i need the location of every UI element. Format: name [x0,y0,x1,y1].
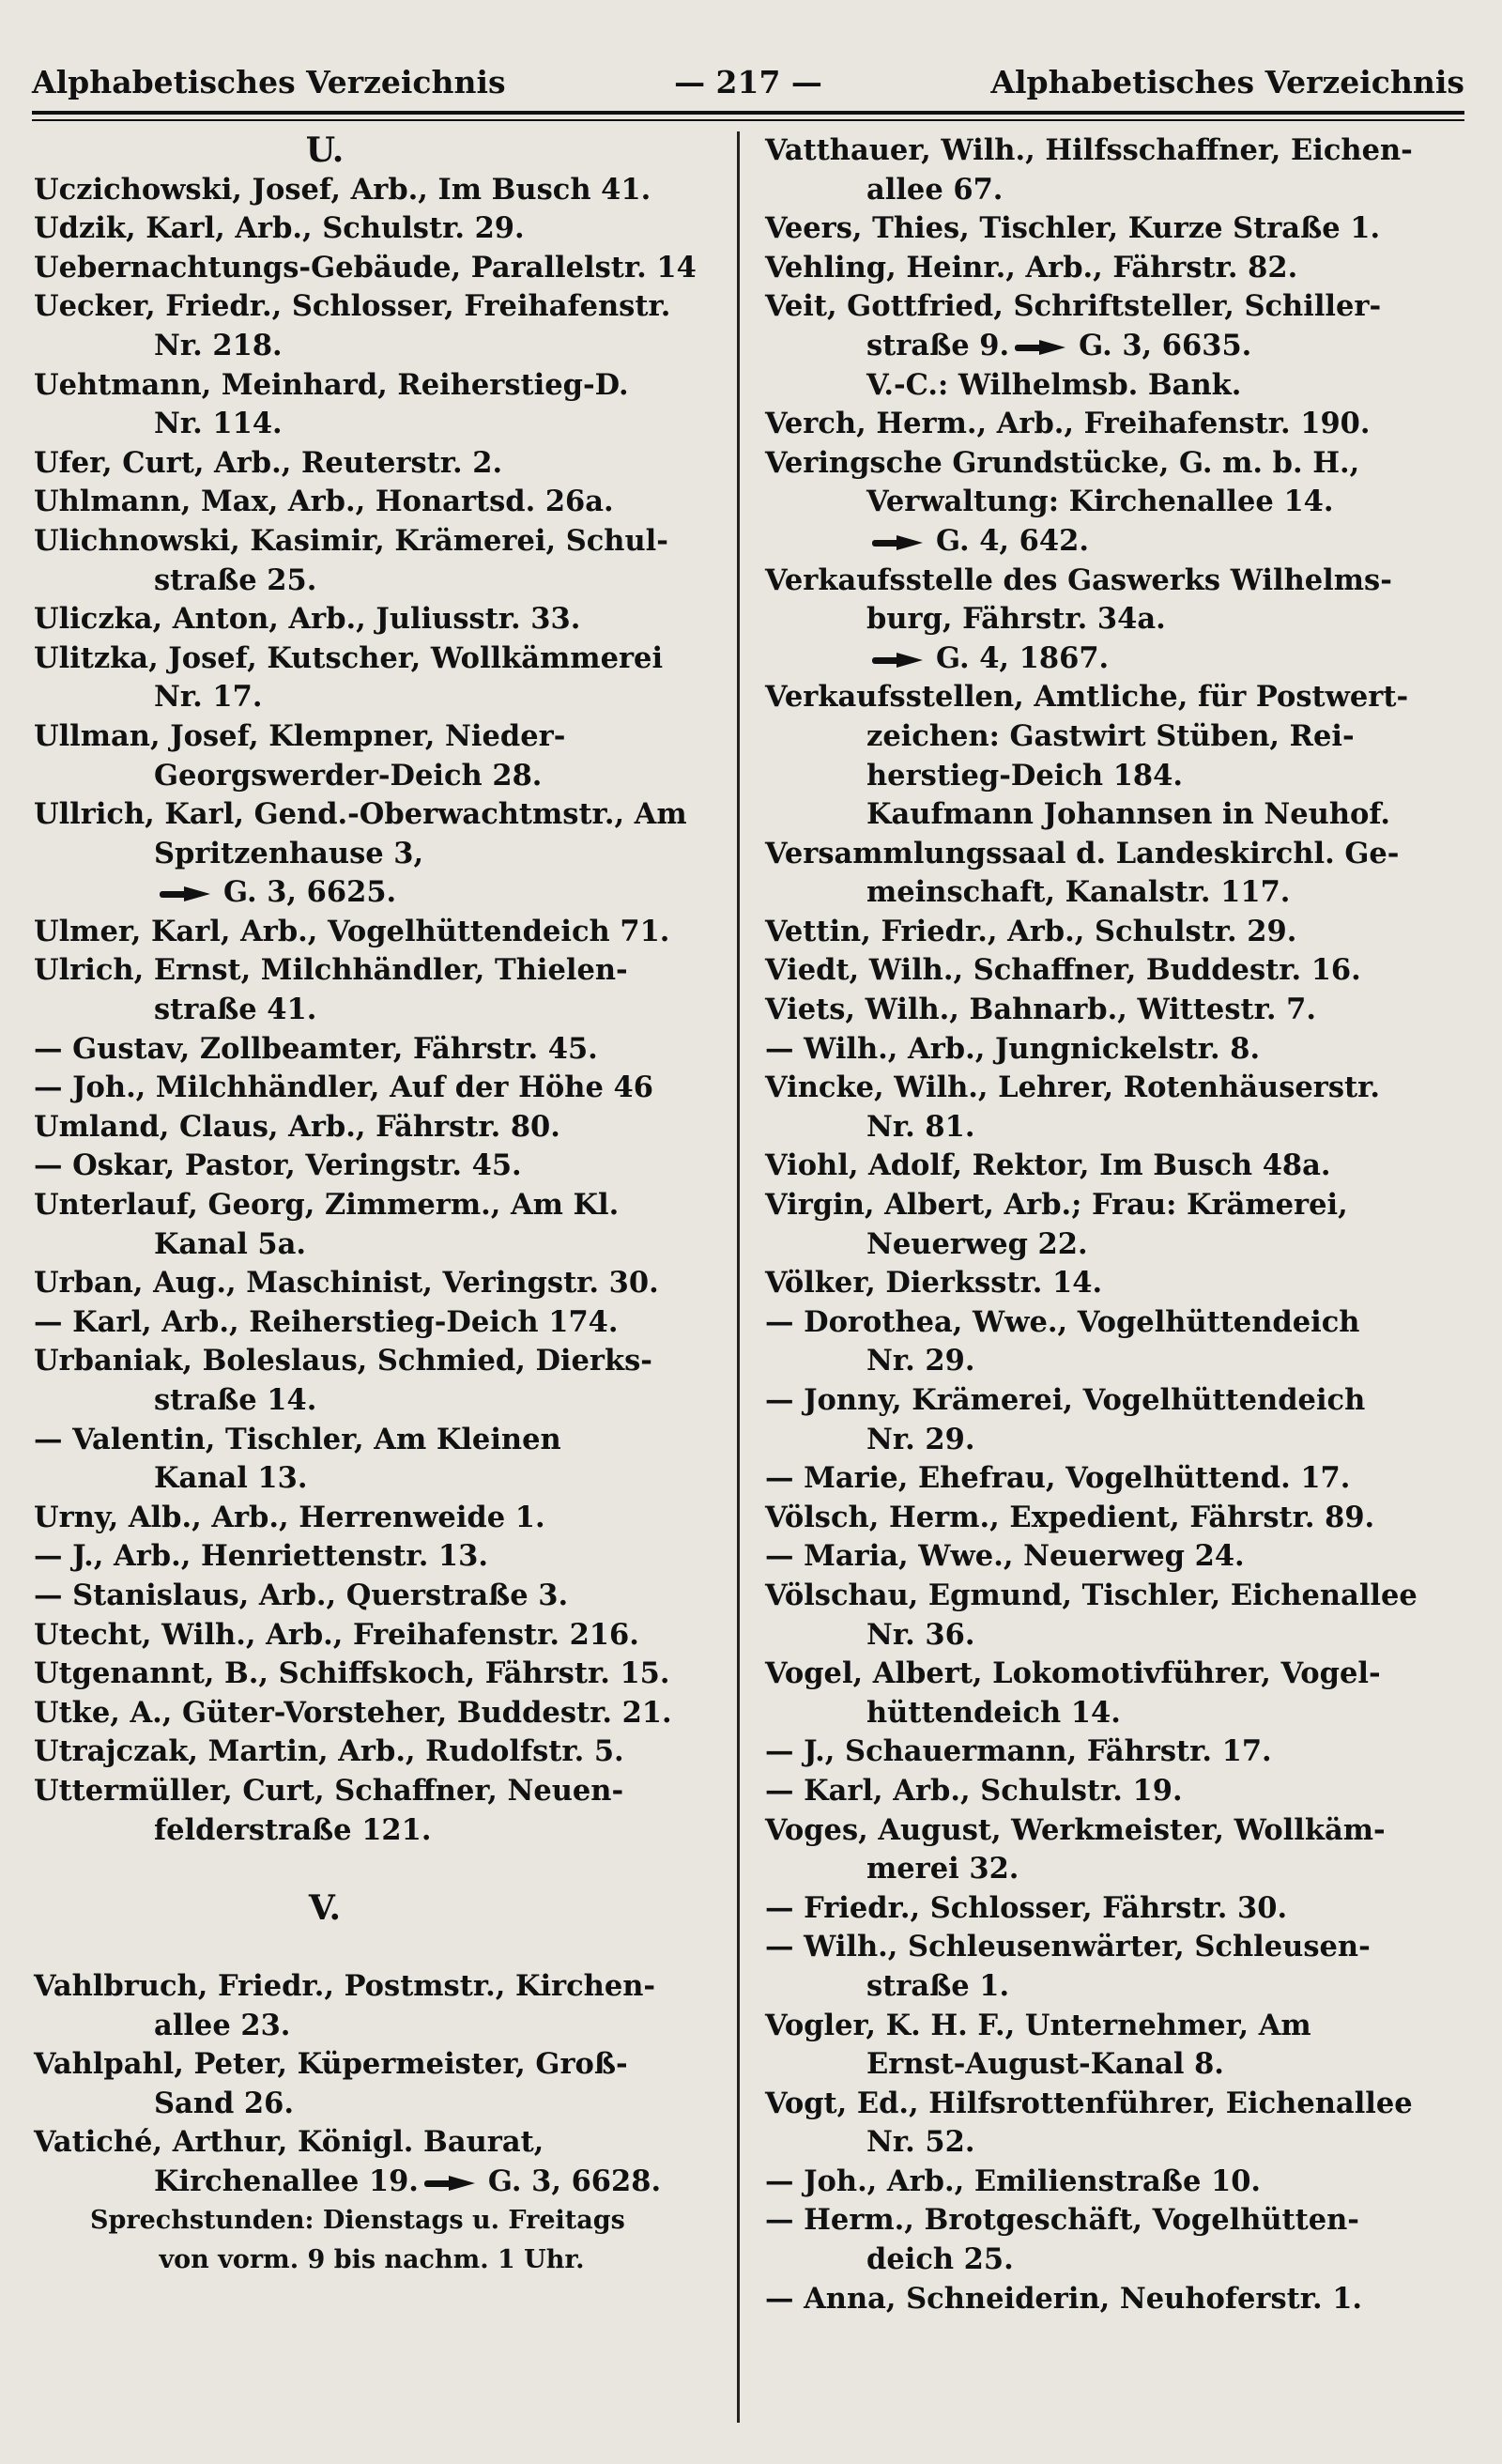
entry-text: — Jonny, Krämerei, Vogelhüttendeich [765,1383,1366,1417]
entry-continuation [765,2123,1479,2163]
entry-continuation [34,873,728,913]
office-hours-note [34,2241,728,2280]
page-header [32,58,1464,107]
entry-continuation [34,1381,728,1421]
entry-continuation [765,757,1479,796]
directory-entry [34,913,728,952]
entry-text: — Wilh., Arb., Jungnickelstr. 8. [765,1031,1261,1066]
directory-entry [34,1732,728,1772]
directory-entry [34,600,728,639]
entry-continuation [34,678,728,717]
directory-entry [765,1264,1479,1303]
directory-entry [765,1655,1479,1694]
left-column [34,131,728,2280]
entry-text: Vahlpahl, Peter, Küpermeister, Groß- [34,2047,628,2082]
telephone-hand-icon [1015,340,1069,355]
telephone-number: G. 3, 6628. [487,2164,662,2198]
entry-text: felderstraße 121. [154,1812,432,1847]
entry-text: straße 1. [866,1968,1010,2003]
entry-text: Urban, Aug., Maschinist, Veringstr. 30. [34,1266,659,1301]
entry-continuation [34,2163,728,2202]
entry-continuation [34,562,728,601]
entry-text: Kanal 5a. [154,1226,307,1261]
directory-entry [765,835,1479,874]
entry-text: straße 41. [154,993,317,1027]
entry-text: Kaufmann Johannsen in Neuhof. [866,797,1391,832]
directory-entry [765,249,1479,288]
entry-text: Ullrich, Karl, Gend.-Oberwachtmstr., Am [34,797,687,832]
directory-entry [34,1303,728,1343]
entry-text: Vatthauer, Wilh., Hilfsschaffner, Eichen- [765,133,1413,167]
directory-entry [765,131,1479,171]
entry-text: Kirchenallee 19. [154,2164,419,2198]
directory-entry [765,1811,1479,1851]
entry-continuation [765,600,1479,639]
directory-entry [765,2007,1479,2046]
entry-continuation [765,1225,1479,1265]
directory-entry [765,1303,1479,1343]
entry-text: Utrajczak, Martin, Arb., Rudolfstr. 5. [34,1734,624,1769]
entry-text: Uliczka, Anton, Arb., Juliusstr. 33. [34,602,581,637]
entry-text: allee 23. [154,2008,291,2042]
entry-text: Völsch, Herm., Expedient, Fährstr. 89. [765,1500,1375,1534]
directory-entry [34,209,728,249]
entry-text: Uczichowski, Josef, Arb., Im Busch 41. [34,172,651,207]
entry-text: Uehtmann, Meinhard, Reiherstieg-D. [34,367,629,402]
entry-text: Utecht, Wilh., Arb., Freihafenstr. 216. [34,1617,639,1652]
entry-text: Verkaufsstelle des Gaswerks Wilhelms- [765,562,1392,597]
entry-text: Völker, Dierksstr. 14. [765,1266,1103,1301]
directory-entry [34,171,728,210]
entry-text: V. [308,1887,342,1928]
entry-continuation [34,405,728,444]
entry-text: Utgenannt, B., Schiffskoch, Fährstr. 15. [34,1656,670,1691]
entry-text: G. 3, 6625. [223,875,397,910]
entry-continuation [765,717,1479,757]
entry-text: — Stanislaus, Arb., Querstraße 3. [34,1578,569,1612]
entry-continuation [765,483,1479,522]
directory-entry [765,1928,1479,1967]
entry-text: Versammlungssaal d. Landeskirchl. Ge- [765,836,1400,870]
entry-text: G. 4, 642. [936,523,1089,558]
entry-text: Ufer, Curt, Arb., Reuterstr. 2. [34,445,503,480]
directory-entry [34,522,728,562]
entry-text: Veit, Gottfried, Schriftsteller, Schiller- [765,289,1382,324]
entry-text: Kanal 13. [154,1461,308,1496]
entry-text: Nr. 17. [154,680,263,715]
directory-entry [765,951,1479,991]
column-divider [737,131,740,2423]
entry-text: Nr. 52. [866,2125,975,2160]
entry-text: Umland, Claus, Arb., Fährstr. 80. [34,1109,560,1144]
entry-text: — Marie, Ehefrau, Vogelhüttend. 17. [765,1461,1351,1496]
entry-text: Uecker, Friedr., Schlosser, Freihafenstr. [34,289,671,324]
entry-text: Sand 26. [154,2086,294,2120]
entry-text: — Friedr., Schlosser, Fährstr. 30. [765,1890,1288,1925]
entry-text: Ullman, Josef, Klempner, Nieder- [34,718,566,753]
directory-entry [765,1186,1479,1225]
directory-entry [34,1577,728,1616]
directory-entry [34,1537,728,1577]
entry-text: — Karl, Arb., Schulstr. 19. [765,1773,1183,1808]
entry-continuation [765,1616,1479,1656]
entry-text: Nr. 29. [866,1344,975,1378]
entry-text: Ulitzka, Josef, Kutscher, Wollkämmerei [34,640,664,675]
directory-entry [34,951,728,991]
directory-entry [765,678,1479,717]
directory-entry [34,287,728,327]
entry-text: allee 67. [866,172,1004,207]
directory-entry [765,1459,1479,1499]
directory-entry [765,991,1479,1030]
entry-continuation [34,835,728,874]
entry-text: Voges, August, Werkmeister, Wollkäm- [765,1812,1386,1847]
entry-text: Nr. 218. [154,328,283,362]
entry-text: zeichen: Gastwirt Stüben, Rei- [866,718,1355,753]
entry-text: G. 4, 1867. [936,640,1110,675]
directory-entry [765,2201,1479,2241]
page-number: — 217 — [674,64,822,100]
entry-text: — Joh., Arb., Emilienstraße 10. [765,2164,1262,2198]
entry-text: — J., Arb., Henriettenstr. 13. [34,1539,488,1574]
directory-entry [34,1030,728,1070]
entry-text: von vorm. 9 bis nachm. 1 Uhr. [159,2245,585,2275]
entry-continuation [34,991,728,1030]
entry-text: Vincke, Wilh., Lehrer, Rotenhäuserstr. [765,1070,1381,1105]
entry-text: meinschaft, Kanalstr. 117. [866,875,1291,910]
directory-entry [765,1499,1479,1538]
entry-text: V.-C.: Wilhelmsb. Bank. [866,367,1242,402]
telephone-hand-icon [872,535,927,550]
entry-text: Ulichnowski, Kasimir, Krämerei, Schul- [34,523,668,558]
entry-text: — Joh., Milchhändler, Auf der Höhe 46 [34,1070,653,1105]
directory-entry [765,1772,1479,1811]
directory-entry [34,639,728,679]
telephone-number: G. 3, 6635. [1079,328,1252,362]
directory-entry [765,2280,1479,2319]
entry-text: Veers, Thies, Tischler, Kurze Straße 1. [765,211,1381,246]
entry-text: Viohl, Adolf, Rektor, Im Busch 48a. [765,1148,1331,1183]
entry-continuation [765,2045,1479,2085]
directory-entry [34,1616,728,1656]
entry-text: — Dorothea, Wwe., Vogelhüttendeich [765,1304,1360,1339]
entry-continuation [34,2085,728,2124]
telephone-hand-icon [160,886,214,901]
entry-text: Veringsche Grundstücke, G. m. b. H., [765,445,1360,480]
entry-continuation [34,1459,728,1499]
section-letter [34,131,728,171]
directory-entry [34,366,728,406]
directory-entry [765,1537,1479,1577]
section-letter [34,1889,728,1929]
entry-text: Nr. 29. [866,1422,975,1456]
entry-text: — Maria, Wwe., Neuerweg 24. [765,1539,1245,1574]
right-column [765,131,1479,2318]
entry-text: Urbaniak, Boleslaus, Schmied, Dierks- [34,1344,652,1378]
directory-entry [765,1381,1479,1421]
directory-entry [34,1694,728,1733]
entry-text: Udzik, Karl, Arb., Schulstr. 29. [34,211,525,246]
entry-text: straße 25. [154,562,317,597]
entry-text: Vogt, Ed., Hilfsrottenführer, Eichenallee [765,2086,1413,2120]
entry-continuation [34,757,728,796]
directory-entry [765,1577,1479,1616]
telephone-hand-icon [872,653,927,668]
directory-entry [765,913,1479,952]
entry-text: straße 14. [154,1383,317,1417]
entry-text: Sprechstunden: Dienstags u. Freitags [90,2206,625,2236]
header-left-title: Alphabetisches Verzeichnis [32,64,506,100]
directory-entry [34,1342,728,1381]
entry-continuation [765,639,1479,679]
entry-text: Uttermüller, Curt, Schaffner, Neuen- [34,1773,624,1808]
entry-text: Spritzenhause 3, [154,836,424,870]
entry-text: Neuerweg 22. [866,1226,1088,1261]
entry-text: merei 32. [866,1852,1019,1886]
spacer [34,1850,728,1889]
entry-text: — Karl, Arb., Reiherstieg-Deich 174. [34,1304,619,1339]
directory-entry [765,405,1479,444]
entry-text: Uhlmann, Max, Arb., Honartsd. 26a. [34,485,614,519]
entry-continuation [765,795,1479,835]
entry-text: Vatiché, Arthur, Königl. Baurat, [34,2125,544,2160]
directory-entry [34,1108,728,1147]
entry-text: Nr. 36. [866,1617,975,1652]
directory-entry [34,2123,728,2163]
directory-entry [34,1655,728,1694]
entry-text: Utke, A., Güter-Vorsteher, Buddestr. 21. [34,1695,672,1730]
entry-text: herstieg-Deich 184. [866,758,1183,793]
office-hours-note [34,2201,728,2241]
entry-continuation [765,366,1479,406]
entry-text: U. [305,131,345,170]
entry-continuation [765,1694,1479,1733]
directory-entry [34,249,728,288]
entry-continuation [765,327,1479,366]
entry-text: Ulrich, Ernst, Milchhändler, Thielen- [34,953,628,988]
entry-text: Uebernachtungs-Gebäude, Parallelstr. 14 [34,250,697,285]
entry-text: deich 25. [866,2242,1014,2277]
entry-text: Vettin, Friedr., Arb., Schulstr. 29. [765,914,1297,948]
entry-text: Vogler, K. H. F., Unternehmer, Am [765,2008,1311,2042]
entry-continuation [765,171,1479,210]
spacer [34,1928,728,1967]
entry-text: hüttendeich 14. [866,1695,1121,1730]
directory-entry [765,444,1479,484]
directory-entry [765,1732,1479,1772]
entry-continuation [765,1342,1479,1381]
entry-continuation [765,1421,1479,1460]
entry-text: Unterlauf, Georg, Zimmerm., Am Kl. [34,1188,620,1223]
entry-continuation [34,1225,728,1265]
entry-text: — Gustav, Zollbeamter, Fährstr. 45. [34,1031,598,1066]
directory-entry [34,483,728,522]
directory-entry [765,562,1479,601]
header-rule-thin [32,119,1464,121]
entry-text: Georgswerder-Deich 28. [154,758,543,793]
entry-continuation [765,1967,1479,2007]
directory-entry [34,1147,728,1186]
entry-text: Nr. 114. [154,407,283,441]
entry-text: straße 9. [866,328,1010,362]
entry-continuation [765,1108,1479,1147]
entry-continuation [765,522,1479,562]
header-rule-thick [32,111,1464,115]
directory-entry [765,2163,1479,2202]
directory-entry [765,1889,1479,1929]
directory-entry [34,1186,728,1225]
entry-text: burg, Fährstr. 34a. [866,602,1166,637]
entry-text: — Wilh., Schleusenwärter, Schleusen- [765,1930,1371,1964]
directory-entry [765,287,1479,327]
directory-entry [765,209,1479,249]
directory-entry [765,2085,1479,2124]
entry-text: Verch, Herm., Arb., Freihafenstr. 190. [765,407,1371,441]
entry-text: Nr. 81. [866,1109,975,1144]
entry-text: Viets, Wilh., Bahnarb., Wittestr. 7. [765,993,1316,1027]
entry-text: Virgin, Albert, Arb.; Frau: Krämerei, [765,1188,1348,1223]
entry-text: — J., Schauermann, Fährstr. 17. [765,1734,1272,1769]
directory-entry [765,1069,1479,1108]
directory-entry [34,717,728,757]
entry-continuation [765,1850,1479,1889]
entry-text: Vehling, Heinr., Arb., Fährstr. 82. [765,250,1298,285]
entry-text: Ernst-August-Kanal 8. [866,2047,1224,2082]
directory-entry [34,795,728,835]
entry-text: — Anna, Schneiderin, Neuhoferstr. 1. [765,2281,1363,2316]
entry-text: Vogel, Albert, Lokomotivführer, Vogel- [765,1656,1381,1691]
directory-entry [765,1030,1479,1070]
entry-text: Urny, Alb., Arb., Herrenweide 1. [34,1500,545,1534]
entry-text: Völschau, Egmund, Tischler, Eichenallee [765,1578,1418,1612]
entry-text: — Herm., Brotgeschäft, Vogelhütten- [765,2203,1359,2238]
directory-entry [34,1772,728,1811]
directory-entry [34,2045,728,2085]
directory-entry [34,444,728,484]
entry-text: Vahlbruch, Friedr., Postmstr., Kirchen- [34,1968,656,2003]
entry-text: Verwaltung: Kirchenallee 14. [866,485,1334,519]
directory-entry [34,1421,728,1460]
directory-entry [34,1967,728,2007]
telephone-hand-icon [424,2176,479,2191]
entry-text: Verkaufsstellen, Amtliche, für Postwert- [765,680,1409,715]
entry-continuation [34,2007,728,2046]
entry-continuation [34,1811,728,1851]
entry-continuation [765,2241,1479,2280]
directory-entry [34,1069,728,1108]
entry-continuation [34,327,728,366]
directory-entry [34,1264,728,1303]
entry-text: — Oskar, Pastor, Veringstr. 45. [34,1148,522,1183]
directory-entry [34,1499,728,1538]
header-right-title: Alphabetisches Verzeichnis [990,64,1464,100]
entry-text: — Valentin, Tischler, Am Kleinen [34,1422,561,1456]
entry-text: Ulmer, Karl, Arb., Vogelhüttendeich 71. [34,914,670,948]
directory-entry [765,1147,1479,1186]
entry-continuation [765,873,1479,913]
entry-text: Viedt, Wilh., Schaffner, Buddestr. 16. [765,953,1361,988]
